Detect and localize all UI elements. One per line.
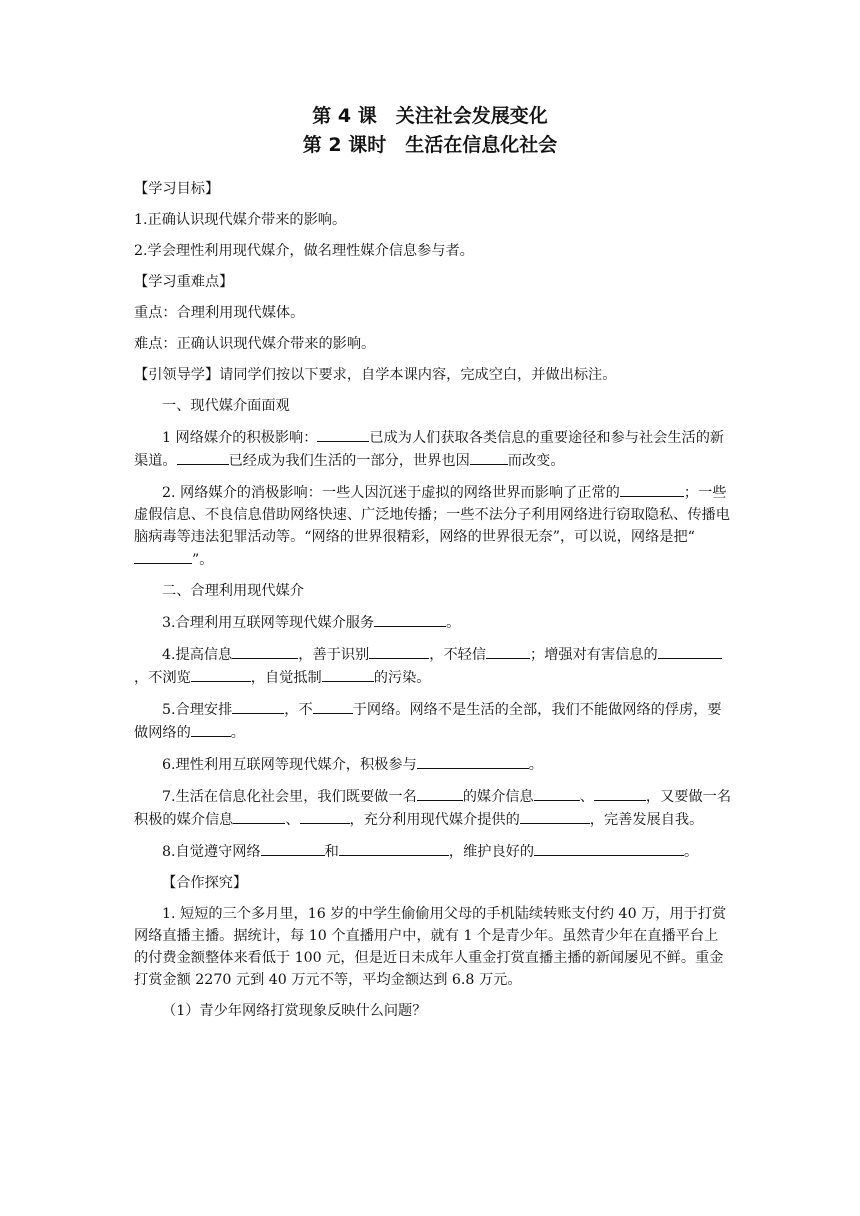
objectives-header: 【学习目标】 bbox=[134, 181, 220, 197]
blank[interactable] bbox=[470, 449, 508, 465]
blank[interactable] bbox=[261, 840, 325, 856]
blank[interactable] bbox=[417, 785, 463, 801]
question-3: 3.合理利用互联网等现代媒介服务 。 bbox=[134, 611, 732, 634]
blank[interactable] bbox=[232, 698, 284, 714]
question-5: 5.合理安排 ，不 于网络。网络不是生活的全部，我们不能做网络的俘虏，要做网络的 。 bbox=[134, 698, 732, 744]
blank[interactable] bbox=[317, 426, 369, 442]
guide-paragraph bbox=[134, 364, 732, 386]
blank[interactable] bbox=[191, 666, 251, 682]
document-body bbox=[134, 178, 732, 1031]
lesson-title: 第 4 课 关注社会发展变化 bbox=[312, 105, 548, 127]
question-4: 4.提高信息 ，善于识别 ，不轻信 ；增强对有害信息的，不浏览 ，自觉抵制 的污染。 bbox=[134, 643, 732, 689]
question-6: 6.理性利用互联网等现代媒介，积极参与 。 bbox=[134, 753, 732, 776]
question-7: 7.生活在信息化社会里，我们既要做一名 的媒介信息 、 ，又要做一名积极的媒介信息 、 ，充分利用现代媒介提供的 ，完善发展自我。 bbox=[134, 785, 732, 831]
cooperation-header: 【合作探究】 bbox=[162, 875, 248, 891]
blank[interactable] bbox=[594, 785, 646, 801]
question-8: 8.自觉遵守网络 和 ，维护良好的 。 bbox=[134, 840, 732, 863]
section-heading: 二、合理利用现代媒介 bbox=[162, 583, 304, 599]
blank[interactable] bbox=[486, 643, 530, 659]
section-heading: 一、现代媒介面面观 bbox=[162, 398, 290, 414]
blank[interactable] bbox=[313, 698, 353, 714]
question-1: 1 网络媒介的积极影响： 已成为人们获取各类信息的重要途径和参与社会生活的新渠道。 已经成为我们生活的一部分，世界也因 而改变。 bbox=[134, 426, 732, 472]
blank[interactable] bbox=[620, 481, 684, 497]
keypoint-difficulty: 难点：正确认识现代媒介带来的影响。 bbox=[134, 336, 376, 352]
blank[interactable] bbox=[322, 666, 374, 682]
objective-item: 1.正确认识现代媒介带来的影响。 bbox=[134, 212, 347, 228]
objective-item: 2.学会理性利用现代媒介，做名理性媒介信息参与者。 bbox=[134, 243, 474, 259]
blank[interactable] bbox=[534, 840, 684, 856]
blank[interactable] bbox=[177, 449, 229, 465]
blank[interactable] bbox=[134, 548, 192, 564]
case-question: （1）青少年网络打赏现象反映什么问题？ bbox=[162, 1003, 427, 1019]
blank[interactable] bbox=[658, 643, 722, 659]
blank[interactable] bbox=[339, 840, 449, 856]
guide-instruction: 请同学们按以下要求，自学本课内容，完成空白，并做出标注。 bbox=[219, 367, 617, 383]
case-paragraph: 1. 短短的三个多月里，16 岁的中学生偷偷用父母的手机陆续转账支付约 40 万，用于打赏网络直播主播。据统计，每 10 个直播用户中，就有 1 个是青少年。虽然青少年在直播平台上的付费金额整体来看低于 100 元，但是近日未成年人重金打赏直播主播的新闻屡见不鲜。重金打赏金额 2270 元到 40 万元不等，平均金额达到 6.8 万元。 bbox=[134, 906, 727, 988]
blank[interactable] bbox=[374, 611, 446, 627]
blank[interactable] bbox=[534, 785, 580, 801]
blank[interactable] bbox=[233, 808, 285, 824]
guide-header: 【引领导学】 bbox=[134, 367, 220, 383]
blank[interactable] bbox=[232, 643, 298, 659]
blank[interactable] bbox=[417, 753, 529, 769]
keypoints-header: 【学习重难点】 bbox=[134, 274, 234, 290]
period-title: 第 2 课时 生活在信息化社会 bbox=[302, 134, 558, 156]
blank[interactable] bbox=[369, 643, 429, 659]
question-2: 2. 网络媒介的消极影响：一些人因沉迷于虚拟的网络世界而影响了正常的 ；一些虚假信息、不良信息借助网络快速、广泛地传播；一些不法分子利用网络进行窃取隐私、传播电脑病毒等违法犯罪活动等。“网络的世界很精彩，网络的世界很无奈”，可以说，网络是把“”。 bbox=[134, 481, 732, 571]
keypoint-focus: 重点：合理利用现代媒体。 bbox=[134, 305, 305, 321]
blank[interactable] bbox=[191, 721, 231, 737]
blank[interactable] bbox=[520, 808, 590, 824]
blank[interactable] bbox=[300, 808, 350, 824]
